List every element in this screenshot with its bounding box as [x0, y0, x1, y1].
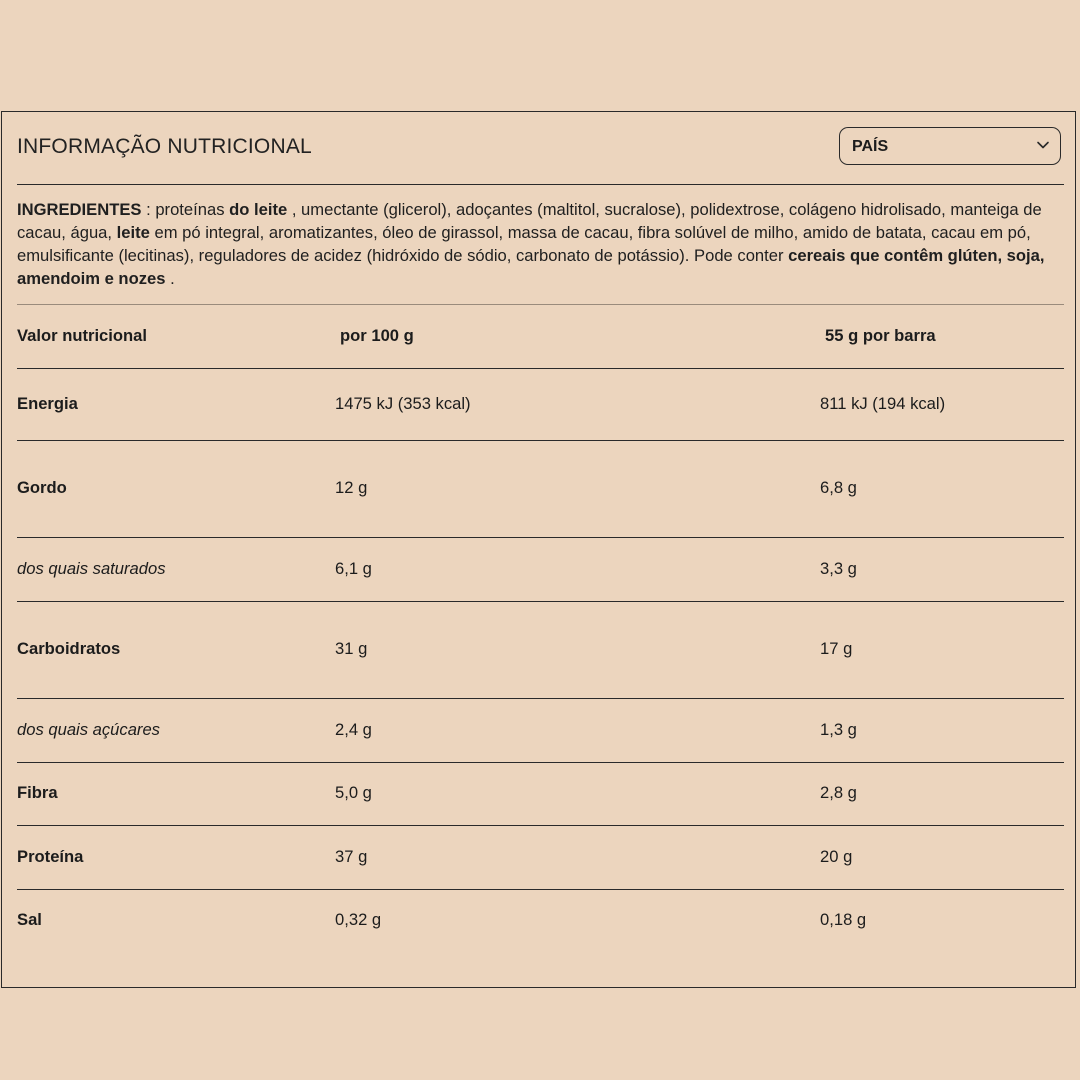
- nutrient-label: Sal: [17, 910, 42, 929]
- value-per-bar: 6,8 g: [820, 478, 857, 497]
- header-per-bar: 55 g por barra: [825, 326, 936, 345]
- value-per-100g: 0,32 g: [335, 910, 382, 929]
- ingredients-part: .: [165, 269, 175, 288]
- value-per-100g: 6,1 g: [335, 558, 372, 578]
- nutrition-panel: [1, 111, 1076, 988]
- nutrient-label: Carboidratos: [17, 639, 121, 658]
- nutrient-sublabel: dos quais saturados: [17, 558, 166, 578]
- table-row: [17, 441, 1064, 538]
- allergen-highlight: leite: [116, 223, 150, 242]
- nutrient-label: Gordo: [17, 478, 67, 497]
- table-row: [17, 699, 1064, 763]
- ingredients-part: : proteínas: [141, 200, 230, 219]
- table-header: [17, 305, 1064, 369]
- nutrient-sublabel: dos quais açúcares: [17, 719, 160, 739]
- value-per-bar: 2,8 g: [820, 783, 857, 802]
- table-row: [17, 369, 1064, 441]
- table-row: [17, 826, 1064, 890]
- table-row: [17, 763, 1064, 826]
- country-select-value: PAÍS: [852, 138, 889, 155]
- value-per-100g: 2,4 g: [335, 719, 372, 739]
- value-per-bar: 3,3 g: [820, 558, 857, 578]
- panel-header: [17, 112, 1064, 185]
- value-per-bar: 811 kJ (194 kcal): [820, 393, 946, 413]
- value-per-100g: 37 g: [335, 846, 368, 866]
- ingredients-part: em pó integral, aromatizantes, óleo de girassol, massa de cacau, fibra solúvel de milho, amido de batata, cacau em pó, emulsificante (lecitinas), reguladores de acidez (hidróxido de sódio, carbonato de potássio). Pode conter: [17, 223, 1031, 265]
- nutrient-label: Proteína: [17, 846, 84, 866]
- value-per-100g: 5,0 g: [335, 783, 372, 802]
- value-per-bar: 17 g: [820, 639, 853, 658]
- table-row: [17, 538, 1064, 602]
- allergen-highlight: do leite: [229, 200, 288, 219]
- panel-title: INFORMAÇÃO NUTRICIONAL: [17, 135, 312, 158]
- value-per-100g: 1475 kJ (353 kcal): [335, 393, 471, 413]
- header-nutrient: Valor nutricional: [17, 326, 148, 345]
- value-per-bar: 0,18 g: [820, 910, 867, 929]
- table-row: [17, 602, 1064, 699]
- ingredients-label: INGREDIENTES: [17, 200, 142, 219]
- country-select[interactable]: [839, 127, 1061, 165]
- nutrient-label: Energia: [17, 393, 78, 413]
- table-row: [17, 890, 1064, 952]
- value-per-100g: 12 g: [335, 478, 368, 497]
- value-per-bar: 20 g: [820, 846, 853, 866]
- value-per-100g: 31 g: [335, 639, 368, 658]
- ingredients-text: [17, 198, 1062, 290]
- ingredients-part: , umectante (glicerol), adoçantes (maltitol, sucralose), polidextrose, colágeno hidrolisado, manteiga de cacau, água,: [17, 200, 1042, 242]
- value-per-bar: 1,3 g: [820, 719, 857, 739]
- nutrient-label: Fibra: [17, 783, 58, 802]
- allergen-highlight: cereais que contêm glúten, soja, amendoim e nozes: [17, 246, 1045, 288]
- header-per-100g: por 100 g: [340, 326, 414, 345]
- chevron-down-icon: [1036, 140, 1050, 150]
